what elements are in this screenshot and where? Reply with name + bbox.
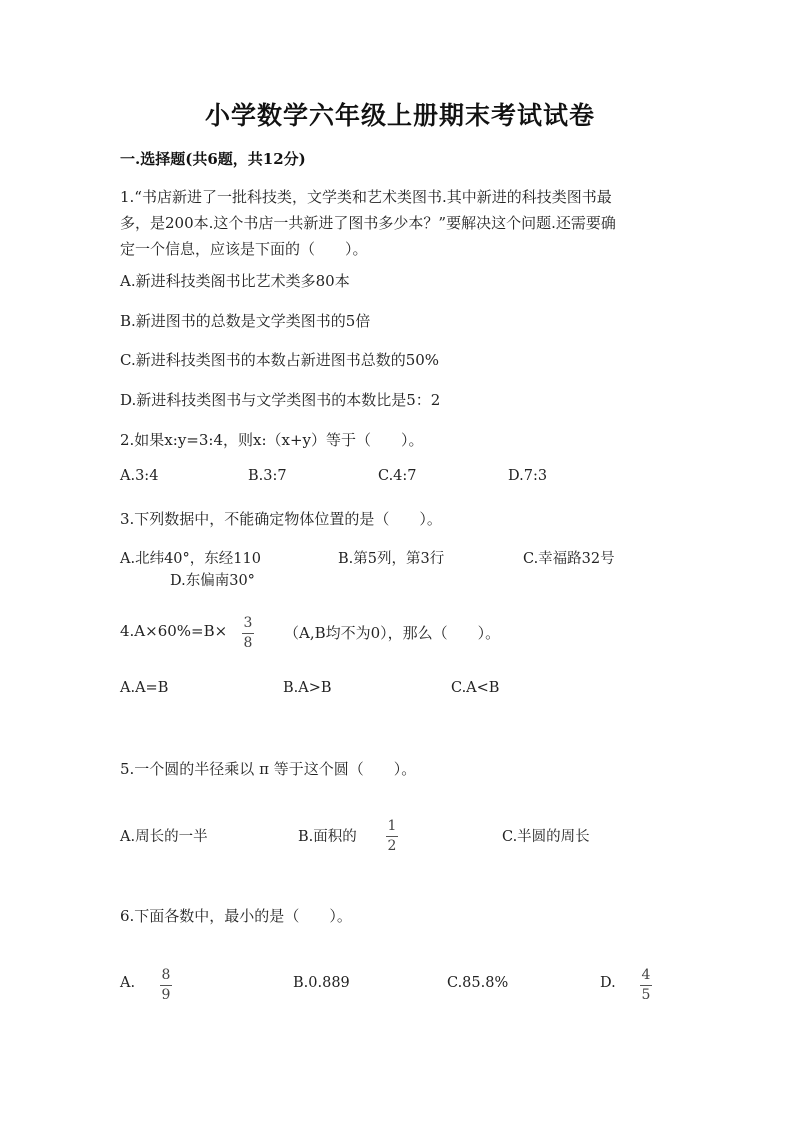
q6-a-denominator: 9 (161, 987, 171, 1003)
q6-d-denominator: 5 (641, 987, 651, 1003)
q1-stem-line-3: 定一个信息，应该是下面的（ ）。 (120, 240, 368, 258)
q3-stem: 3.下列数据中，不能确定物体位置的是（ ）。 (120, 510, 442, 528)
q3-option-b: B.第5列，第3行 (338, 551, 445, 567)
fraction-bar (242, 633, 254, 634)
q5-stem: 5.一个圆的半径乘以 π 等于这个圆（ ）。 (120, 760, 417, 778)
q6-option-c: C.85.8% (447, 975, 509, 991)
q6-option-a-fraction (159, 967, 173, 1004)
q1-option-b: B.新进图书的总数是文学类图书的5倍 (120, 312, 371, 330)
q6-option-d-fraction (639, 967, 653, 1004)
q3-option-d: D.东偏南30° (170, 573, 255, 589)
q4-stem-part-2: （A,B均不为0），那么（ ）。 (284, 624, 501, 642)
q5-fraction-numerator: 1 (387, 818, 397, 834)
q4-fraction-numerator: 3 (243, 615, 253, 631)
q4-stem-part-1: 4.A×60%=B× (120, 622, 228, 640)
q3-option-c: C.幸福路32号 (523, 551, 615, 567)
fraction-bar (640, 985, 652, 986)
q5-fraction (385, 818, 399, 855)
q4-fraction-denominator: 8 (243, 635, 253, 651)
q6-d-numerator: 4 (641, 967, 651, 983)
q2-option-d: D.7:3 (508, 468, 548, 484)
fraction-bar (386, 836, 398, 837)
q2-option-c: C.4:7 (378, 468, 417, 484)
section-heading: 一.选择题(共6题，共12分) (120, 150, 306, 168)
q4-fraction (241, 615, 255, 652)
q1-stem-line-2: 多，是200本.这个书店一共新进了图书多少本？”要解决这个问题.还需要确 (120, 214, 616, 232)
q5-option-a: A.周长的一半 (120, 829, 208, 845)
q2-option-b: B.3:7 (248, 468, 287, 484)
q1-stem-line-1: 1.“书店新进了一批科技类，文学类和艺术类图书.其中新进的科技类图书最 (120, 188, 612, 206)
q6-stem: 6.下面各数中，最小的是（ ）。 (120, 907, 352, 925)
q1-option-d: D.新进科技类图书与文学类图书的本数比是5：2 (120, 391, 441, 409)
q5-option-b: B.面积的 (298, 829, 357, 845)
q5-fraction-denominator: 2 (387, 838, 397, 854)
q1-option-c: C.新进科技类图书的本数占新进图书总数的50% (120, 351, 440, 369)
q2-option-a: A.3:4 (120, 468, 159, 484)
q3-option-a: A.北纬40°，东经110 (120, 551, 261, 567)
q4-option-a: A.A=B (120, 680, 169, 696)
q6-option-b: B.0.889 (293, 975, 350, 991)
fraction-bar (160, 985, 172, 986)
q1-option-a: A.新进科技类阁书比艺术类多80本 (120, 272, 350, 290)
q6-option-a: A. (120, 975, 136, 991)
page-title: 小学数学六年级上册期末考试试卷 (204, 101, 595, 130)
q4-option-c: C.A<B (451, 680, 500, 696)
q6-a-numerator: 8 (161, 967, 171, 983)
q2-stem: 2.如果x:y=3:4，则x:（x+y）等于（ ）。 (120, 431, 424, 449)
q4-option-b: B.A>B (283, 680, 332, 696)
q5-option-c: C.半圆的周长 (502, 829, 590, 845)
q6-option-d: D. (600, 975, 616, 991)
